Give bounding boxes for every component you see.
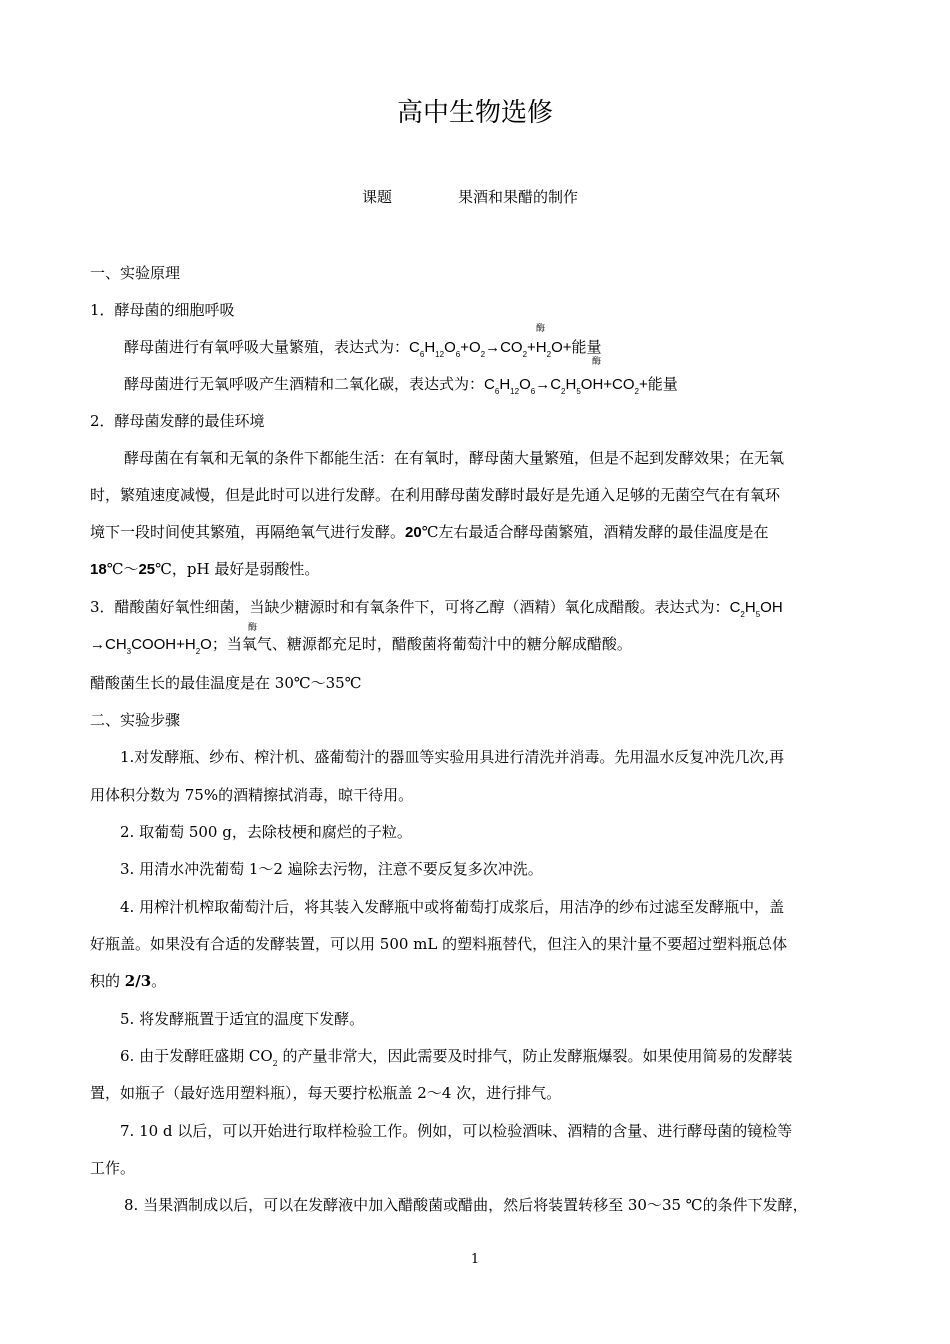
item2-heading: 2．酵母菌发酵的最佳环境 [90,412,265,430]
paragraph-line: 酵母菌在有氧和无氧的条件下都能生活：在有氧时，酵母菌大量繁殖，但是不起到发酵效果；在无氧 [124,449,785,467]
section-heading-principle: 一、实验原理 [90,264,181,282]
enzyme-label: 酶 [536,324,546,334]
lesson-label: 课题 [362,188,393,206]
aerobic-equation: $C_6H_{12}O_6+O_2\to CO_2+H_2O+$能量 [409,339,602,359]
anaerobic-line [124,373,678,394]
energy-label: 能量 [647,376,678,393]
step-line: 积的 2/3。 [90,972,167,990]
step-line: 1.对发酵瓶、纱布、榨汁机、盛葡萄汁的器皿等实验用具进行清洗并消毒。先用温水反复冲洗几次,再 [120,748,785,766]
paragraph-line: 时，繁殖速度减慢，但是此时可以进行发酵。在利用酵母菌发酵时最好是先通入足够的无菌空气在有氧环 [90,486,781,504]
paragraph-line: 境下一段时间使其繁殖，再隔绝氧气进行发酵。20℃左右最适合酵母菌繁殖，酒精发酵的最佳温度是在 [90,523,769,541]
aerobic-text: 酵母菌进行有氧呼吸大量繁殖，表达式为： [124,338,410,356]
step-line: 4. 用榨汁机榨取葡萄汁后，将其装入发酵瓶中或将葡萄打成浆后，用洁净的纱布过滤至发酵瓶中，盖 [120,898,785,916]
section-heading-steps: 二、实验步骤 [90,711,181,729]
page-number: 1 [470,1252,480,1267]
item3-line: 醋酸菌生长的最佳温度是在 30℃～35℃ [90,674,362,692]
step-line: 3. 用清水冲洗葡萄 1～2 遍除去污物，注意不要反复多次冲洗。 [120,860,543,878]
step-line: 7. 10 d 以后，可以开始进行取样检验工作。例如，可以检验酒味、酒精的含量、进行酵母菌的镜检等 [120,1122,793,1140]
aerobic-line [124,336,602,357]
item1-heading: 1．酵母菌的细胞呼吸 [90,301,235,319]
lesson-name: 果酒和果醋的制作 [458,188,579,206]
step-line: 5. 将发酵瓶置于适宜的温度下发酵。 [120,1010,365,1028]
anaerobic-equation: $C_6H_{12}O_6\to C_2H_5OH+CO_2+$能量 [484,376,678,396]
step-line: 用体积分数为 75%的酒精擦拭消毒，晾干待用。 [90,786,414,804]
step-line: 8. 当果酒制成以后，可以在发酵液中加入醋酸菌或醋曲，然后将装置转移至 30～35 ℃的条件下发酵， [124,1196,808,1214]
step-line: 置，如瓶子（最好选用塑料瓶），每天要拧松瓶盖 2～4 次，进行排气。 [90,1084,562,1102]
paragraph-line: 18℃～25℃，pH 最好是弱酸性。 [90,560,320,578]
enzyme-label: 酶 [248,623,258,633]
acetic-equation: $\to CH_3COOH+H_2O$ [90,636,212,656]
anaerobic-text: 酵母菌进行无氧呼吸产生酒精和二氧化碳，表达式为： [124,375,485,393]
step-line: 工作。 [90,1159,136,1177]
document-title: 高中生物选修 [396,98,553,128]
step-line: 2. 取葡萄 500 g，去除枝梗和腐烂的子粒。 [120,823,412,841]
step-line: 好瓶盖。如果没有合适的发酵装置，可以用 500 mL 的塑料瓶替代，但注入的果汁量不要超过塑料瓶总体 [90,935,788,953]
item3-line: 3．醋酸菌好氧性细菌，当缺少糖源时和有氧条件下，可将乙醇（酒精）氧化成醋酸。表达式为：$C_2H_5OH$ [90,598,783,619]
energy-label: 能量 [571,339,602,356]
ethanol-formula: $C_2H_5OH$ [729,599,783,619]
item3-line: $\to CH_3COOH+H_2O$；当氧气、糖源都充足时，醋酸菌将葡萄汁中的糖分解成醋酸。 [90,635,632,656]
enzyme-label: 酶 [592,357,602,367]
step-line: 6. 由于发酵旺盛期 $CO_2$ 的产量非常大，因此需要及时排气，防止发酵瓶爆裂。如果使用简易的发酵装 [120,1047,793,1068]
